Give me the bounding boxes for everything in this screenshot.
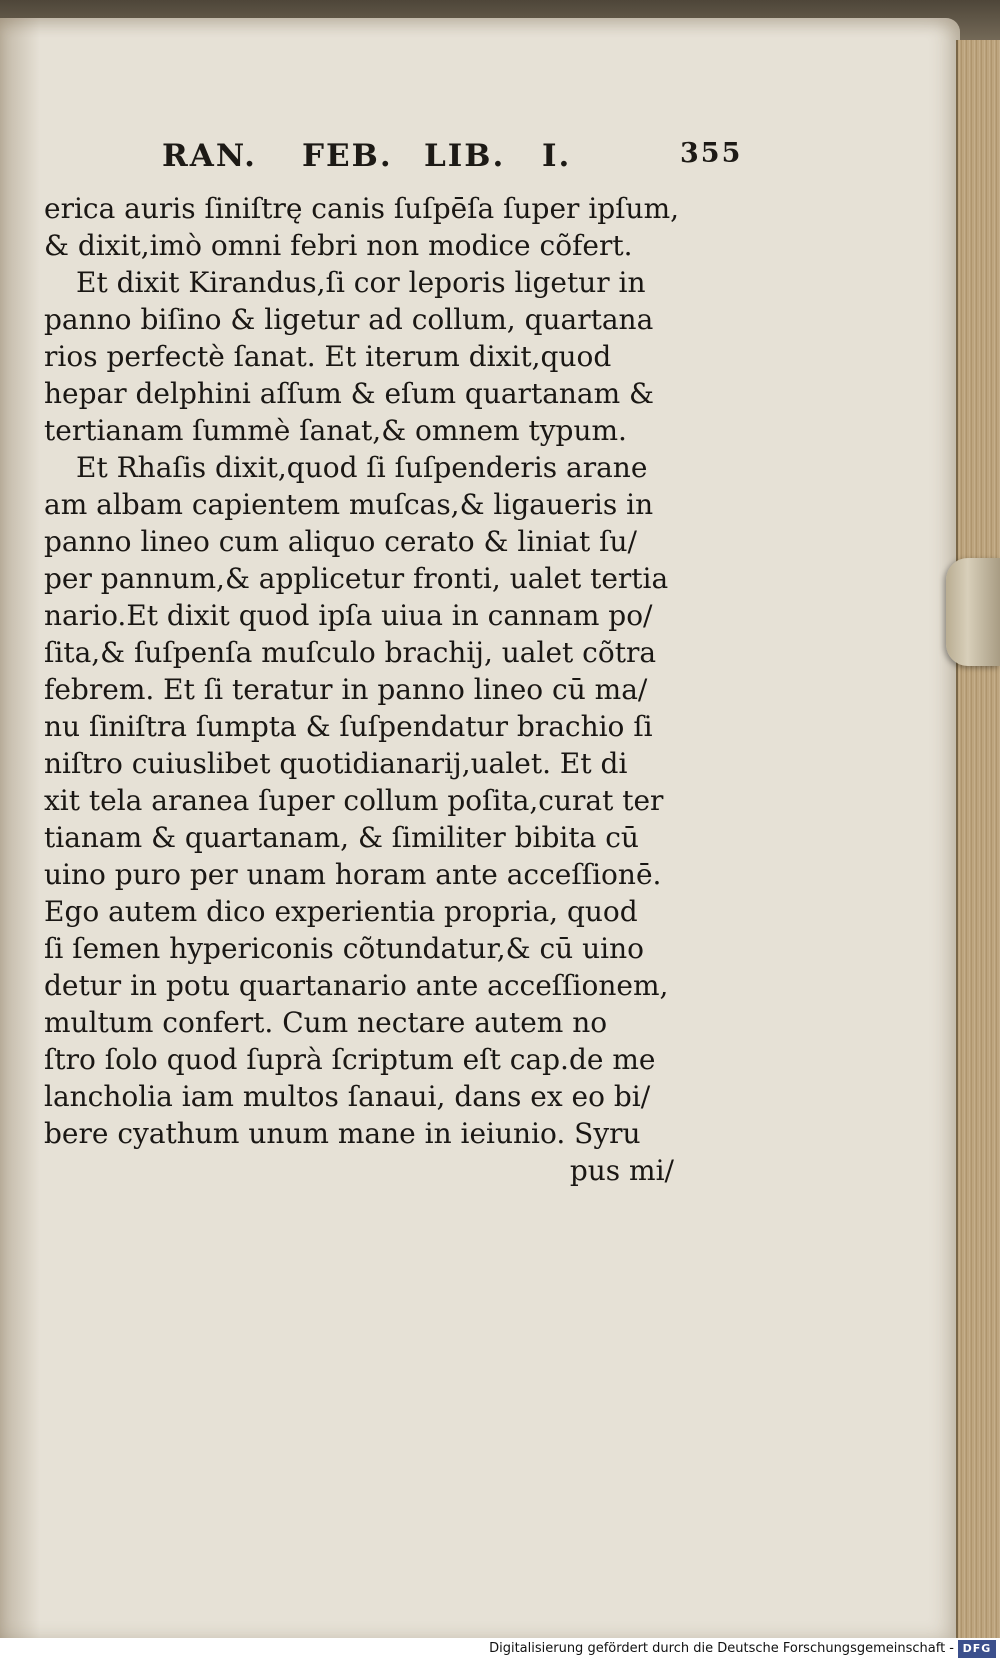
text-line: detur in potu quartanario ante acceſſionem, xyxy=(44,969,669,1002)
text-line: Ego autem dico experientia propria, quod xyxy=(44,895,638,928)
footer-bar xyxy=(0,1638,1000,1661)
dfg-logo: DFG xyxy=(958,1640,996,1658)
text-line: ſtro ſolo quod ſuprà ſcriptum eſt cap.de me xyxy=(44,1043,656,1076)
running-head-part: I. xyxy=(542,138,572,174)
folio-number: 355 xyxy=(680,138,743,169)
text-line: febrem. Et ſi teratur in panno lineo cū ma/ xyxy=(44,673,648,706)
text-line: hepar delphini aſſum & eſum quartanam & xyxy=(44,377,654,410)
body-text xyxy=(44,190,704,1189)
text-line: & dixit,imò omni febri non modice cõfert. xyxy=(44,229,633,262)
text-line: Et Rhaſis dixit,quod ſi ſuſpenderis arane xyxy=(76,451,648,484)
text-line: erica auris ſiniſtrę canis ſuſpēſa ſuper ipſum, xyxy=(44,192,680,225)
text-line: multum confert. Cum nectare autem no xyxy=(44,1006,608,1039)
page-fore-edge xyxy=(956,40,1000,1638)
text-line: tianam & quartanam, & ſimiliter bibita cū xyxy=(44,821,639,854)
bookmark-tab xyxy=(946,558,1000,666)
running-head-part: LIB. xyxy=(424,138,506,174)
text-line: per pannum,& applicetur fronti, ualet tertia xyxy=(44,562,669,595)
text-line: panno biſino & ligetur ad collum, quartana xyxy=(44,303,654,336)
text-line: ſi ſemen hypericonis cõtundatur,& cū uino xyxy=(44,932,644,965)
text-line: tertianam ſummè ſanat,& omnem typum. xyxy=(44,414,627,447)
text-line: uino puro per unam horam ante acceſſionē. xyxy=(44,858,662,891)
running-head-part: RAN. xyxy=(162,138,257,174)
text-line: bere cyathum unum mane in ieiunio. Syru xyxy=(44,1117,641,1150)
text-line: lancholia iam multos ſanaui, dans ex eo bi/ xyxy=(44,1080,651,1113)
running-head-part: FEB. xyxy=(302,138,393,174)
catchword: pus mi/ xyxy=(569,1154,674,1187)
gutter-shadow xyxy=(0,18,40,1638)
funding-credit: Digitalisierung gefördert durch die Deutsche Forschungsgemeinschaft - xyxy=(489,1641,954,1656)
text-line: niſtro cuiuslibet quotidianarij,ualet. Et di xyxy=(44,747,628,780)
text-line: rios perfectè ſanat. Et iterum dixit,quod xyxy=(44,340,612,373)
text-line: nu ſiniſtra ſumpta & ſuſpendatur brachio ſi xyxy=(44,710,653,743)
text-line: am albam capientem muſcas,& ligaueris in xyxy=(44,488,654,521)
text-line: panno lineo cum aliquo cerato & liniat ſu/ xyxy=(44,525,637,558)
text-line: ſita,& ſuſpenſa muſculo brachij, ualet cõtra xyxy=(44,636,657,669)
text-line: nario.Et dixit quod ipſa uiua in cannam po/ xyxy=(44,599,653,632)
text-line: xit tela aranea ſuper collum poſita,curat ter xyxy=(44,784,664,817)
running-head xyxy=(162,138,743,178)
text-line: Et dixit Kirandus,ſi cor leporis ligetur in xyxy=(76,266,646,299)
